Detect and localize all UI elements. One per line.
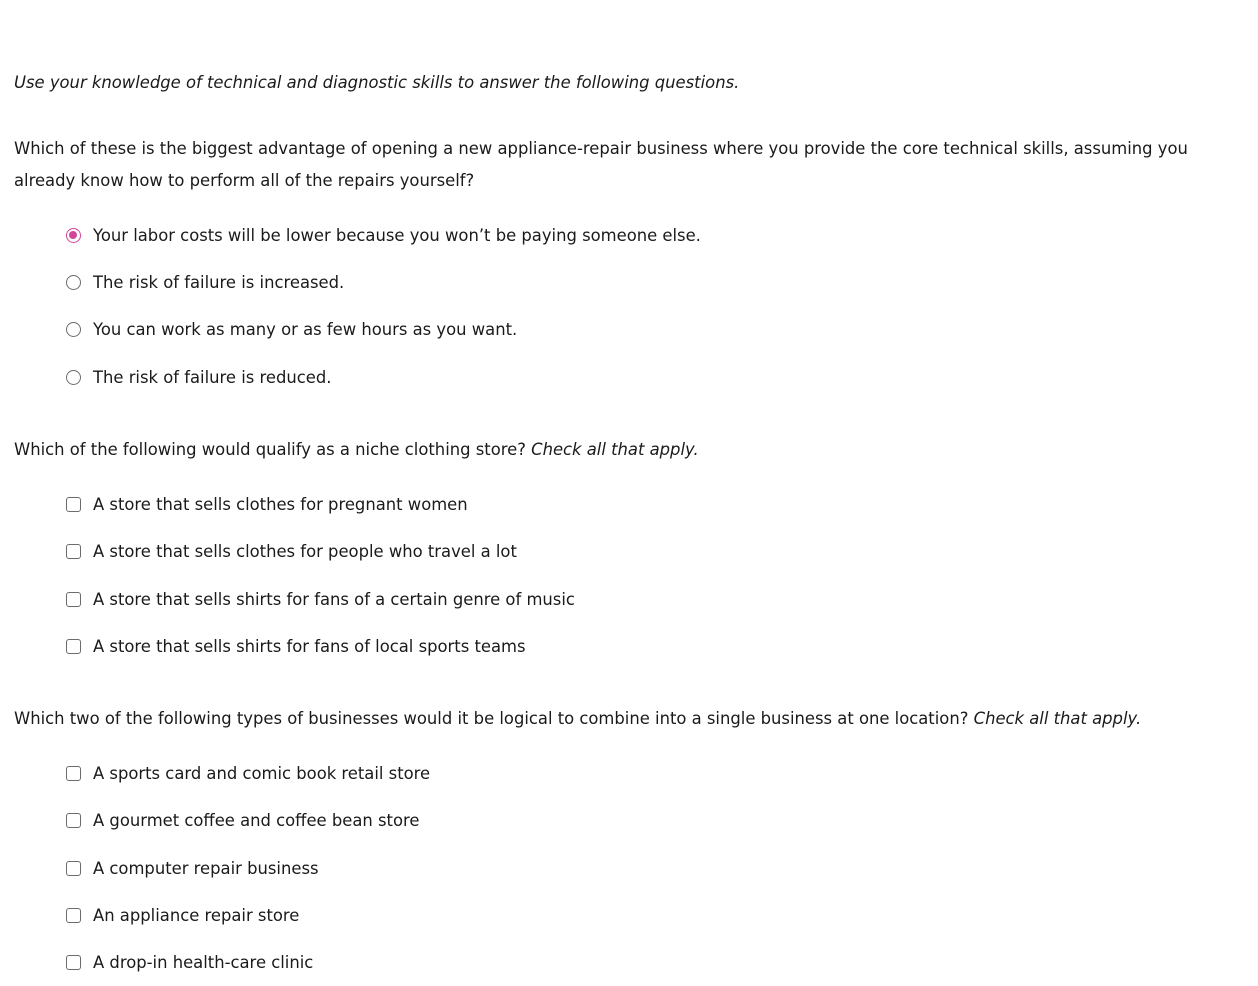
radio-button[interactable]: [66, 370, 81, 385]
question-2-instruction: Check all that apply.: [531, 440, 699, 459]
q1-option-2[interactable]: [66, 271, 344, 293]
checkbox[interactable]: [66, 955, 81, 970]
q1-option-3[interactable]: [66, 318, 517, 340]
q1-option-1[interactable]: [66, 224, 701, 246]
option-label: A gourmet coffee and coffee bean store: [93, 810, 420, 830]
checkbox[interactable]: [66, 908, 81, 923]
checkbox[interactable]: [66, 813, 81, 828]
option-label: You can work as many or as few hours as you want.: [93, 319, 518, 339]
instructions-text: Use your knowledge of technical and diagnostic skills to answer the following questions.: [14, 73, 740, 92]
checkbox[interactable]: [66, 592, 81, 607]
checkbox[interactable]: [66, 544, 81, 559]
question-3-prompt: Which two of the following types of businesses would it be logical to combine into a single business at one location?: [14, 709, 969, 728]
option-label: A store that sells shirts for fans of local sports teams: [93, 636, 526, 656]
q3-option-5[interactable]: [66, 951, 313, 973]
question-1-text: Which of these is the biggest advantage of opening a new appliance-repair business where you provide the core technical skills, assuming you already know how to perform all of the repairs yourself?: [14, 139, 1188, 190]
q2-option-2[interactable]: [66, 540, 517, 562]
option-label: A store that sells shirts for fans of a certain genre of music: [93, 589, 575, 609]
option-label: A store that sells clothes for pregnant women: [93, 494, 468, 514]
q2-option-1[interactable]: [66, 493, 468, 515]
checkbox[interactable]: [66, 497, 81, 512]
question-2-prompt: Which of the following would qualify as a niche clothing store?: [14, 440, 526, 459]
question-2-text: [14, 434, 1239, 466]
question-3-text: [14, 703, 1239, 735]
checkbox[interactable]: [66, 766, 81, 781]
question-3-instruction: Check all that apply.: [973, 709, 1142, 728]
radio-button[interactable]: [66, 322, 81, 337]
checkbox[interactable]: [66, 861, 81, 876]
option-label: A sports card and comic book retail store: [93, 763, 431, 783]
q1-option-4[interactable]: [66, 366, 332, 388]
radio-button-selected[interactable]: [66, 228, 81, 243]
q3-option-1[interactable]: [66, 762, 430, 784]
q3-option-2[interactable]: [66, 809, 419, 831]
q3-option-3[interactable]: [66, 857, 319, 879]
q2-option-4[interactable]: [66, 635, 526, 657]
option-label: The risk of failure is increased.: [93, 272, 345, 292]
option-label: The risk of failure is reduced.: [93, 367, 332, 387]
option-label: An appliance repair store: [93, 905, 300, 925]
option-label: A store that sells clothes for people who travel a lot: [93, 541, 517, 561]
q3-option-4[interactable]: [66, 904, 299, 926]
q2-option-3[interactable]: [66, 588, 575, 610]
option-label: A drop-in health-care clinic: [93, 952, 314, 972]
option-label: Your labor costs will be lower because you won’t be paying someone else.: [93, 225, 701, 245]
checkbox[interactable]: [66, 639, 81, 654]
radio-button[interactable]: [66, 275, 81, 290]
option-label: A computer repair business: [93, 858, 319, 878]
